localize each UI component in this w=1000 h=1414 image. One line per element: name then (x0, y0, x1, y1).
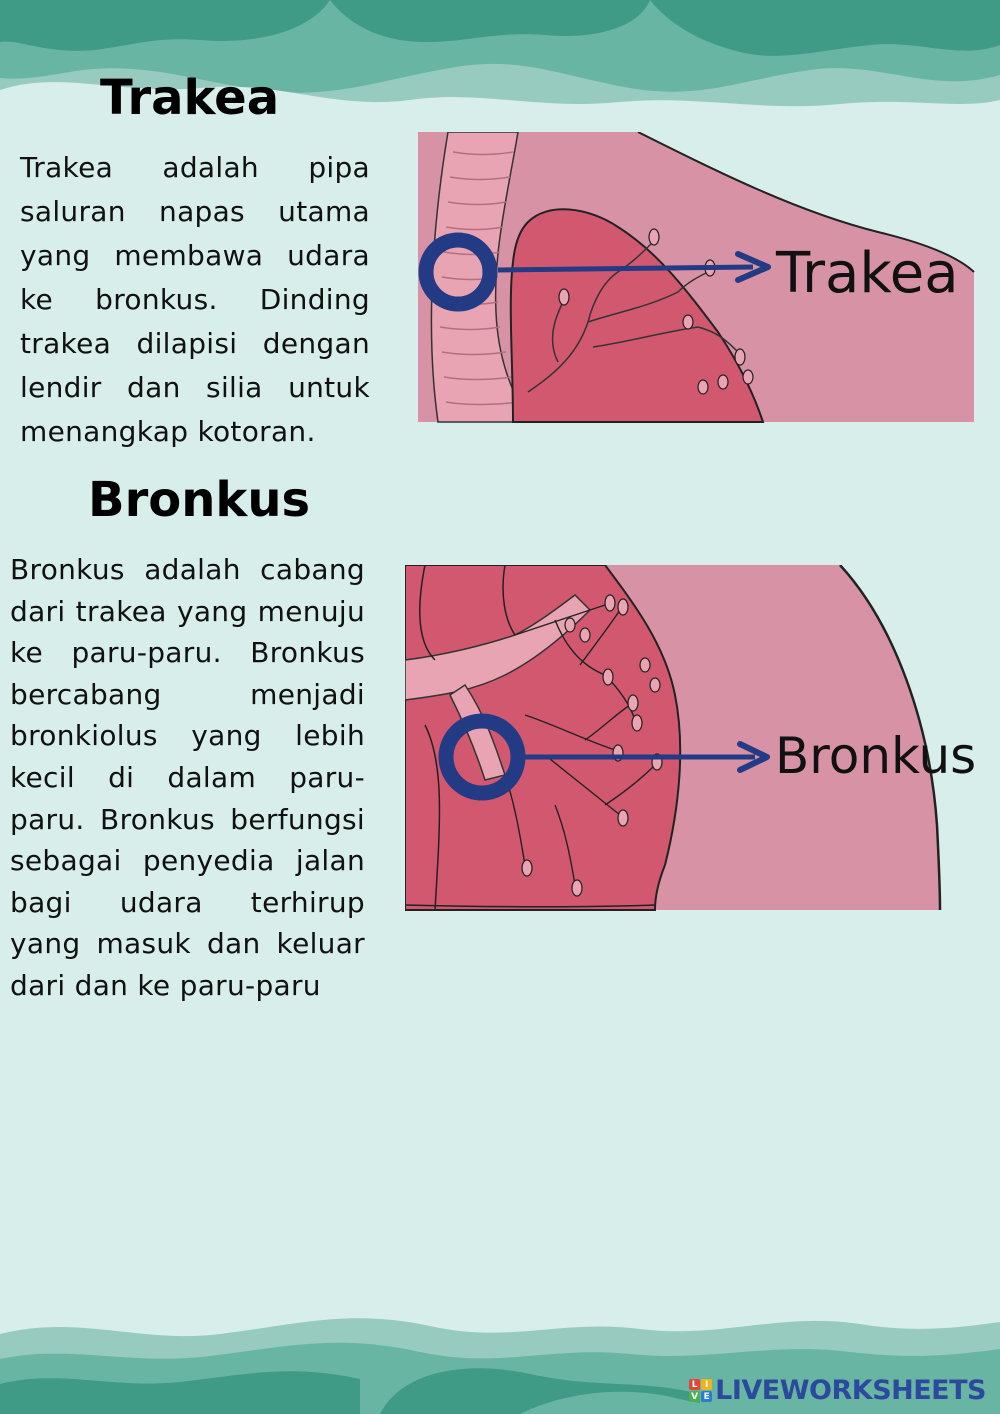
liveworksheets-icon (689, 1379, 712, 1402)
trakea-description: Trakea adalah pipa saluran napas utama yang membawa udara ke bronkus. Dinding trakea dilapisi dengan lendir dan silia untuk menangkap kotoran. (20, 151, 370, 448)
bronkus-diagram (405, 565, 990, 911)
logo-letter-i: I (701, 1379, 712, 1390)
logo-letter-e: E (701, 1391, 712, 1402)
bronkus-description: Bronkus adalah cabang dari trakea yang menuju ke paru-paru. Bronkus bercabang menjadi bronkiolus yang lebih kecil di dalam paru-paru. Bronkus berfungsi sebagai penyedia jalan bagi udara terhirup yang masuk dan keluar dari dan ke paru-paru (10, 553, 365, 1002)
trakea-diagram (418, 132, 990, 424)
logo-letter-v: V (689, 1391, 700, 1402)
bronkus-heading: Bronkus (88, 472, 311, 528)
logo-letter-l: L (689, 1379, 700, 1390)
trakea-heading: Trakea (100, 70, 280, 126)
liveworksheets-logo (689, 1375, 986, 1406)
trakea-diagram-label: Trakea (776, 241, 959, 306)
liveworksheets-brand-text: LIVEWORKSHEETS (715, 1375, 986, 1406)
bronkus-diagram-label: Bronkus (775, 727, 977, 785)
